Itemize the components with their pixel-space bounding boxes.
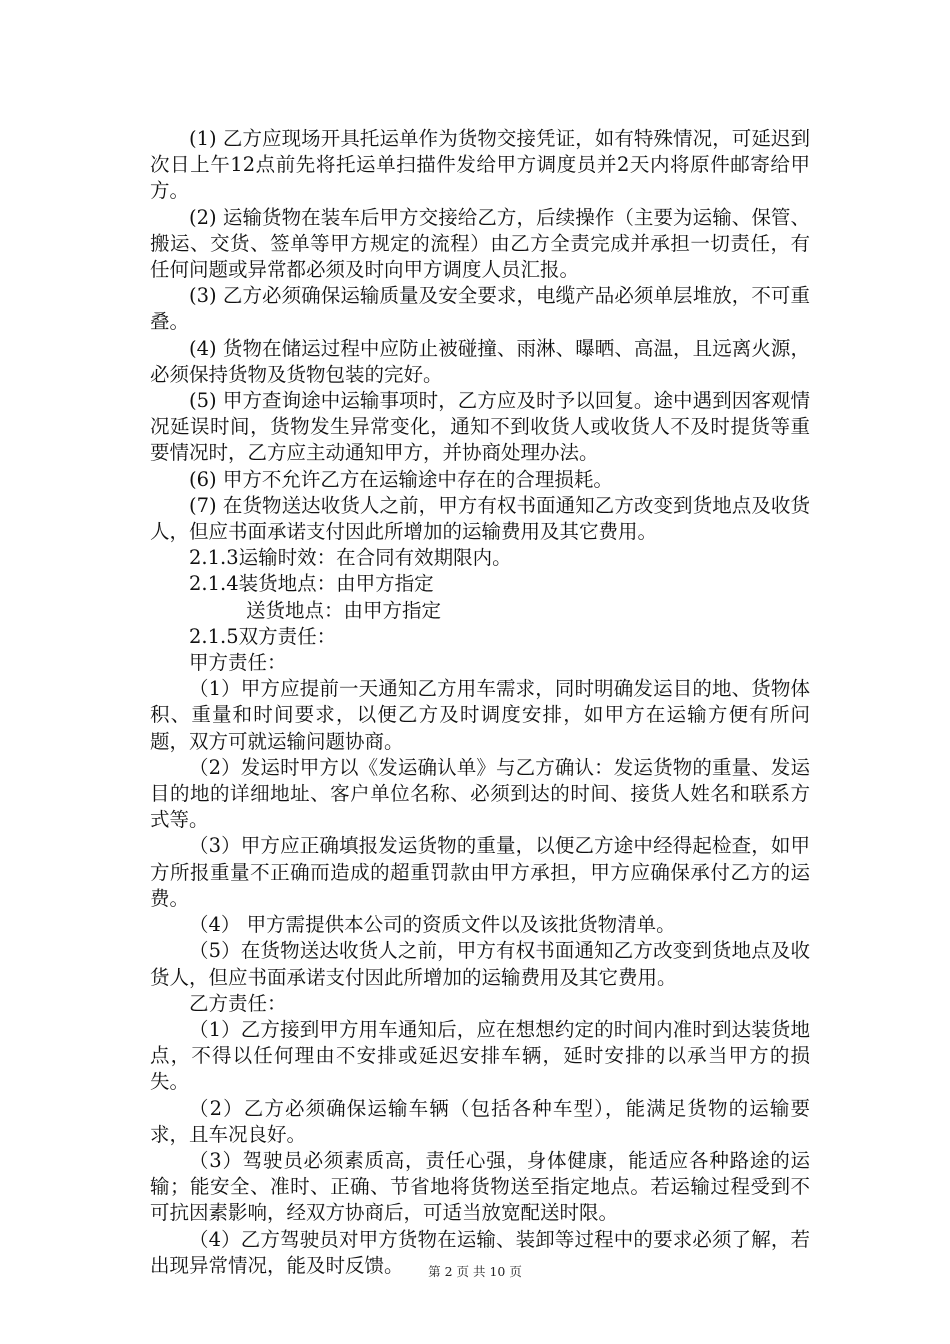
- clause-3: (3) 乙方必须确保运输质量及安全要求，电缆产品必须单层堆放，不可重叠。: [150, 284, 810, 334]
- clause-7: (7) 在货物送达收货人之前，甲方有权书面通知乙方改变到货地点及收货人，但应书面承诺支付因此所增加的运输费用及其它费用。: [150, 493, 810, 544]
- section-2-1-5: 2.1.5双方责任：: [189, 624, 337, 648]
- party-a-item-5: （5）在货物送达收货人之前，甲方有权书面通知乙方改变到货地点及收货人，但应书面承诺支付因此所增加的运输费用及其它费用。: [150, 939, 810, 989]
- clause-4: (4) 货物在储运过程中应防止被碰撞、雨淋、曝晒、高温，且远离火源，必须保持货物及货物包装的完好。: [150, 336, 810, 386]
- party-a-item-2: （2）发运时甲方以《发运确认单》与乙方确认：发运货物的重量、发运目的地的详细地址、客户单位名称、必须到达的时间、接货人姓名和联系方式等。: [150, 755, 810, 832]
- document-body: [150, 126, 810, 1279]
- page-footer: 第 2 页 共 10 页: [428, 1264, 522, 1279]
- party-a-heading: 甲方责任：: [189, 651, 287, 675]
- section-2-1-4: 2.1.4装货地点：由甲方指定: [189, 572, 434, 596]
- section-2-1-3: 2.1.3运输时效：在合同有效期限内。: [189, 546, 512, 570]
- party-a-item-4: （4） 甲方需提供本公司的资质文件以及该批货物清单。: [189, 913, 676, 937]
- clause-2: (2) 运输货物在装车后甲方交接给乙方，后续操作（主要为运输、保管、搬运、交货、签单等甲方规定的流程）由乙方全责完成并承担一切责任，有任何问题或异常都必须及时向甲方调度人员汇报。: [150, 205, 810, 282]
- party-b-item-1: （1）乙方接到甲方用车通知后，应在想想约定的时间内准时到达装货地点，不得以任何理由不安排或延迟安排车辆，延时安排的以承当甲方的损失。: [150, 1017, 810, 1094]
- party-b-item-3: （3）驾驶员必须素质高，责任心强，身体健康，能适应各种路途的运输；能安全、准时、正确、节省地将货物送至指定地点。若运输过程受到不可抗因素影响，经双方协商后，可适当放宽配送时限。: [150, 1148, 810, 1225]
- delivery-location: 送货地点：由甲方指定: [246, 598, 442, 622]
- party-b-heading: 乙方责任：: [189, 991, 287, 1015]
- party-a-item-1: （1）甲方应提前一天通知乙方用车需求，同时明确发运目的地、货物体积、重量和时间要求，以便乙方及时调度安排，如甲方在运输方便有所问题，双方可就运输问题协商。: [150, 677, 810, 753]
- party-a-item-3: （3）甲方应正确填报发运货物的重量，以便乙方途中经得起检查，如甲方所报重量不正确而造成的超重罚款由甲方承担，甲方应确保承付乙方的运费。: [150, 834, 810, 910]
- party-b-item-4: （4）乙方驾驶员对甲方货物在运输、装卸等过程中的要求必须了解，若出现异常情况，能及时反馈。: [150, 1227, 810, 1277]
- clause-1: (1) 乙方应现场开具托运单作为货物交接凭证，如有特殊情况，可延迟到次日上午12点前先将托运单扫描件发给甲方调度员并2天内将原件邮寄给甲方。: [150, 127, 810, 203]
- clause-6: (6) 甲方不允许乙方在运输途中存在的合理损耗。: [189, 467, 613, 491]
- party-b-item-2: （2）乙方必须确保运输车辆（包括各种车型），能满足货物的运输要求，且车况良好。: [150, 1096, 810, 1146]
- clause-5: (5) 甲方查询途中运输事项时，乙方应及时予以回复。途中遇到因客观情况延误时间，货物发生异常变化，通知不到收货人或收货人不及时提货等重要情况时，乙方应主动通知甲方，并协商处理办法。: [150, 389, 810, 465]
